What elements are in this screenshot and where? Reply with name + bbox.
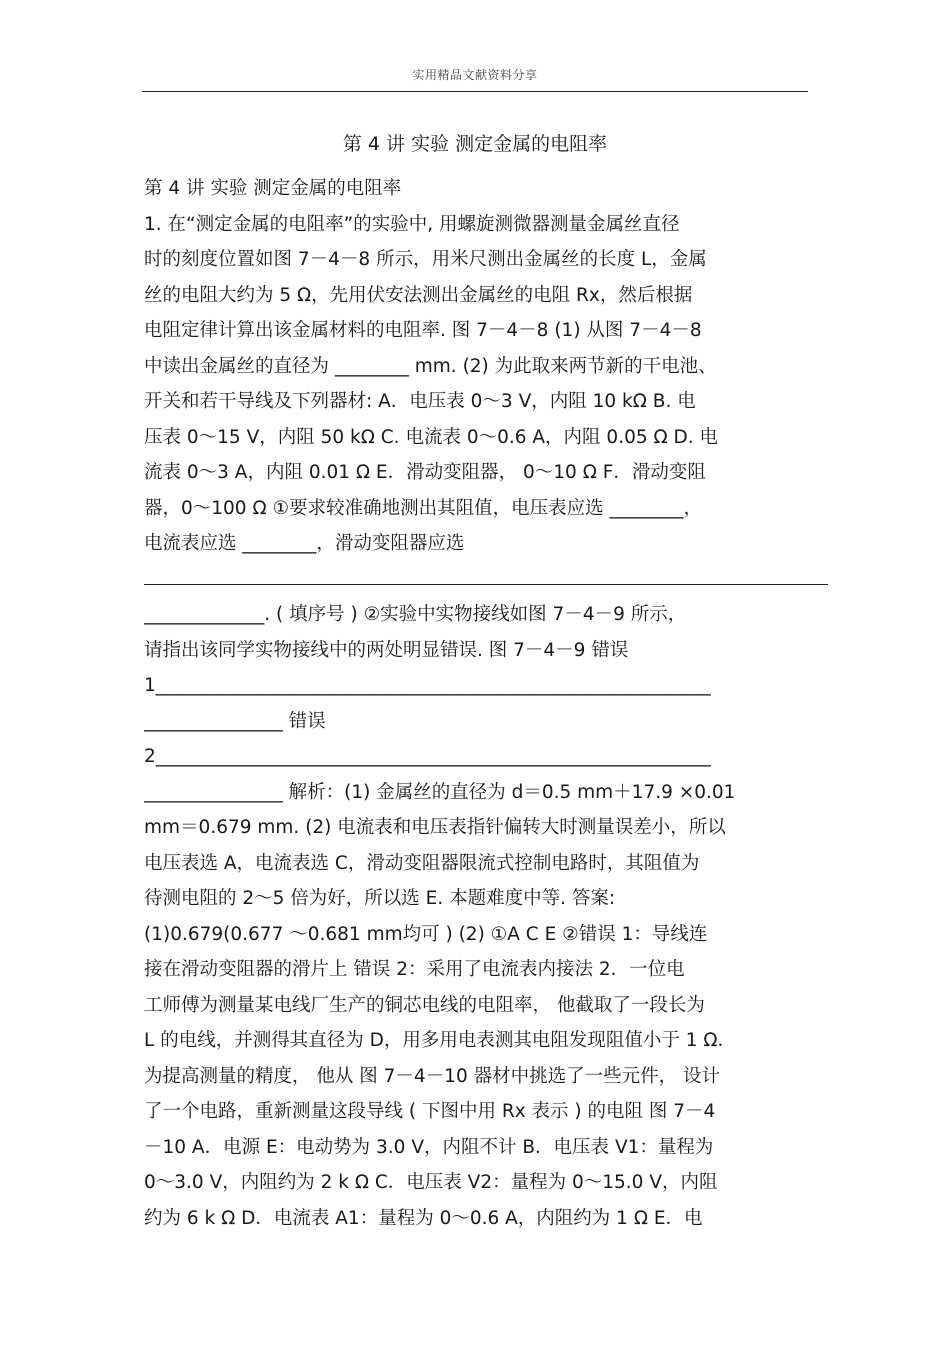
text-line: 流表 0～3 A，内阻 0.01 Ω E．滑动变阻器， 0～10 Ω F．滑动变阻 bbox=[144, 462, 706, 483]
text-line: 接在滑动变阻器的滑片上 错误 2：采用了电流表内接法 2．一位电 bbox=[144, 959, 685, 980]
text-line: _______________ 错误 bbox=[144, 710, 326, 732]
blank-answer-line bbox=[144, 562, 830, 598]
text-line: 时的刻度位置如图 7－4－8 所示，用米尺测出金属丝的长度 L，金属 bbox=[144, 249, 707, 270]
text-line: (1)0.679(0.677 ～0.681 mm均可 ) (2) ①A C E ②错误 1：导线连 bbox=[144, 923, 708, 945]
document-body bbox=[144, 171, 830, 1236]
text-line: 丝的电阻大约为 5 Ω，先用伏安法测出金属丝的电阻 Rx，然后根据 bbox=[144, 284, 693, 306]
text-line: 中读出金属丝的直径为 ________ mm. (2) 为此取来两节新的干电池、 bbox=[144, 355, 717, 377]
text-line: －10 A．电源 E：电动势为 3.0 V，内阻不计 B．电压表 V1：量程为 bbox=[144, 1136, 714, 1158]
text-line: 了一个电路，重新测量这段导线 ( 下图中用 Rx 表示 ) 的电阻 图 7－4 bbox=[144, 1101, 716, 1122]
text-line: 电流表应选 ________，滑动变阻器应选 bbox=[144, 533, 465, 554]
text-line: 1. 在“测定金属的电阻率”的实验中, 用螺旋测微器测量金属丝直径 bbox=[144, 213, 680, 235]
text-line: mm＝0.679 mm. (2) 电流表和电压表指针偏转大时测量误差小，所以 bbox=[144, 817, 726, 838]
text-line: 约为 6 k Ω D．电流表 A1：量程为 0～0.6 A，内阻约为 1 Ω E．电 bbox=[144, 1207, 703, 1229]
text-line: _____________. ( 填序号 ) ②实验中实物接线如图 7－4－9 所示， bbox=[144, 604, 687, 625]
text-line: 工师傅为测量某电线厂生产的铜芯电线的电阻率， 他截取了一段长为 bbox=[144, 994, 705, 1016]
text-line: 为提高测量的精度， 他从 图 7－4－10 器材中挑选了一些元件， 设计 bbox=[144, 1065, 720, 1087]
text-line: 0～3.0 V，内阻约为 2 k Ω C．电压表 V2：量程为 0～15.0 V，内阻 bbox=[144, 1172, 718, 1193]
text-line: 器，0～100 Ω ①要求较准确地测出其阻值，电压表应选 ________， bbox=[144, 497, 702, 519]
text-line: 压表 0～15 V，内阻 50 kΩ C. 电流表 0～0.6 A，内阻 0.05 Ω D. 电 bbox=[144, 426, 719, 448]
text-line: _______________ 解析：(1) 金属丝的直径为 d＝0.5 mm＋17.9 ×0.01 bbox=[144, 781, 736, 803]
document-title: 第 4 讲 实验 测定金属的电阻率 bbox=[342, 133, 608, 155]
text-line: 1____________________________________________________________ bbox=[144, 675, 711, 696]
text-line: 请指出该同学实物接线中的两处明显错误. 图 7－4－9 错误 bbox=[144, 639, 629, 661]
header-divider bbox=[142, 91, 808, 92]
text-line: L 的电线，并测得其直径为 D，用多用电表测其电阻发现阻值小于 1 Ω． bbox=[144, 1030, 736, 1051]
text-line: 电压表选 A，电流表选 C，滑动变阻器限流式控制电路时，其阻值为 bbox=[144, 852, 700, 874]
text-line: 待测电阻的 2～5 倍为好，所以选 E. 本题难度中等. 答案: bbox=[144, 888, 616, 909]
page-header: 实用精品文献资料分享 bbox=[412, 68, 538, 82]
text-line: 2____________________________________________________________ bbox=[144, 746, 711, 767]
text-line: 第 4 讲 实验 测定金属的电阻率 bbox=[144, 178, 402, 199]
text-line: 开关和若干导线及下列器材: A．电压表 0～3 V，内阻 10 kΩ B. 电 bbox=[144, 391, 696, 412]
text-line: 电阻定律计算出该金属材料的电阻率. 图 7－4－8 (1) 从图 7－4－8 bbox=[144, 320, 702, 341]
answer-blank-rule bbox=[144, 584, 828, 585]
